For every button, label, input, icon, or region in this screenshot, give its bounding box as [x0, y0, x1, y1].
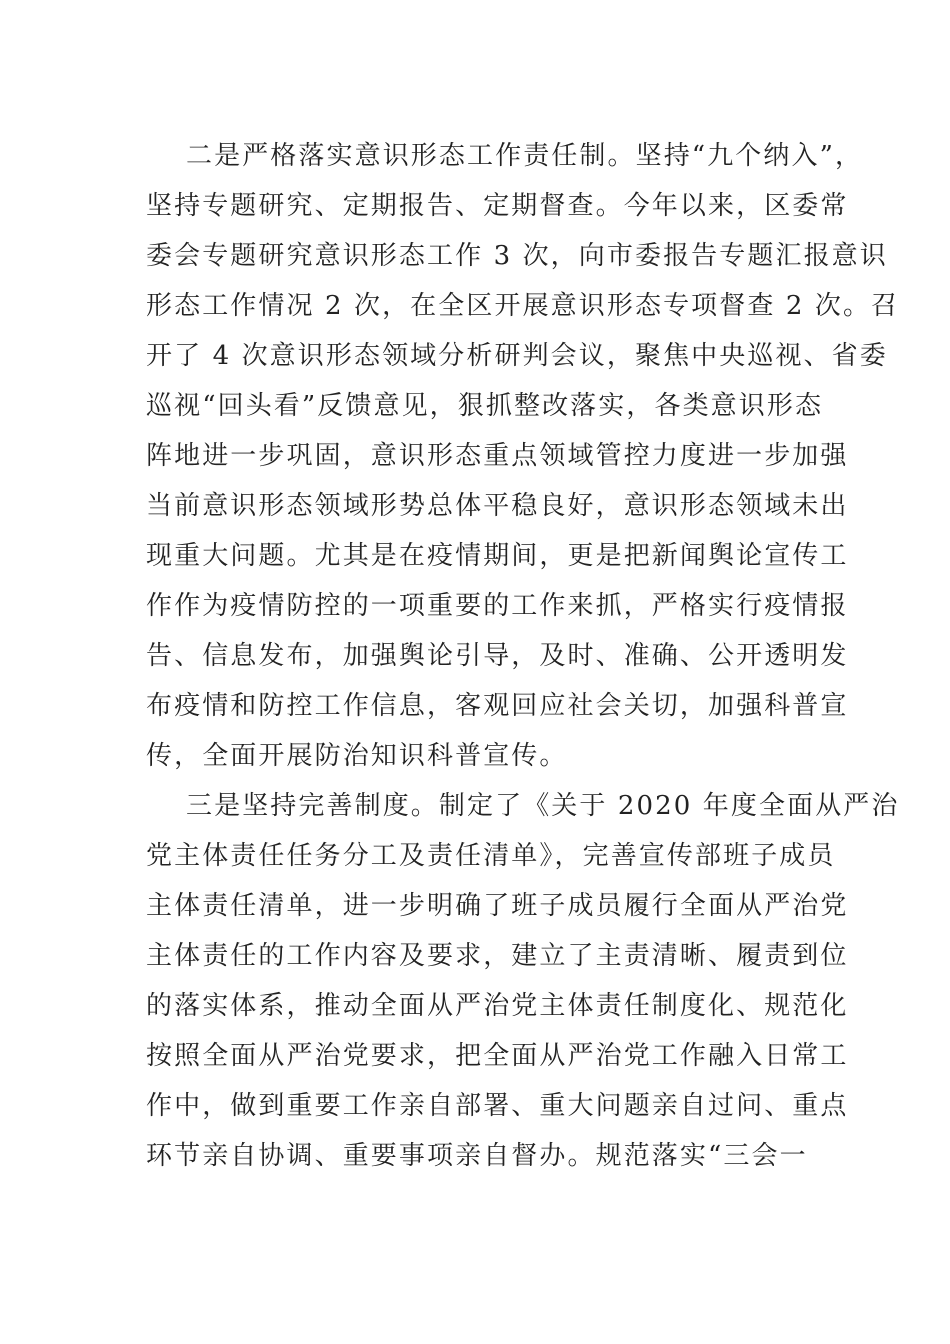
paragraph-line: 现重大问题。尤其是在疫情期间，更是把新闻舆论宣传工: [146, 541, 849, 571]
paragraph-line: 二是严格落实意识形态工作责任制。坚持“九个纳入”，: [186, 141, 864, 171]
paragraph-line: 三是坚持完善制度。制定了《关于 2020 年度全面从严治: [186, 791, 900, 821]
paragraph-line: 主体责任清单，进一步明确了班子成员履行全面从严治党: [146, 891, 849, 921]
paragraph-line: 告、信息发布，加强舆论引导，及时、准确、公开透明发: [146, 641, 849, 671]
paragraph-line: 阵地进一步巩固，意识形态重点领域管控力度进一步加强: [146, 441, 849, 471]
paragraph-line: 作作为疫情防控的一项重要的工作来抓，严格实行疫情报: [146, 591, 849, 621]
paragraph-line: 巡视“回头看”反馈意见，狠抓整改落实，各类意识形态: [146, 391, 824, 421]
paragraph-line: 当前意识形态领域形势总体平稳良好，意识形态领域未出: [146, 491, 849, 521]
document-body: [146, 131, 900, 1181]
paragraph-line: 委会专题研究意识形态工作 3 次，向市委报告专题汇报意识: [146, 241, 888, 271]
paragraph-line: 的落实体系，推动全面从严治党主体责任制度化、规范化: [146, 991, 849, 1021]
paragraph-line: 作中，做到重要工作亲自部署、重大问题亲自过问、重点: [146, 1091, 849, 1121]
paragraph-line: 布疫情和防控工作信息，客观回应社会关切，加强科普宣: [146, 691, 849, 721]
paragraph-responsibility-system: [146, 131, 900, 781]
paragraph-line: 开了 4 次意识形态领域分析研判会议，聚焦中央巡视、省委: [146, 341, 888, 371]
paragraph-improve-system: [146, 781, 900, 1181]
paragraph-line: 党主体责任任务分工及责任清单》，完善宣传部班子成员: [146, 841, 836, 871]
paragraph-line: 按照全面从严治党要求，把全面从严治党工作融入日常工: [146, 1041, 849, 1071]
paragraph-line: 环节亲自协调、重要事项亲自督办。规范落实“三会一: [146, 1141, 808, 1171]
paragraph-line: 主体责任的工作内容及要求，建立了主责清晰、履责到位: [146, 941, 849, 971]
paragraph-line: 传，全面开展防治知识科普宣传。: [146, 741, 568, 771]
paragraph-line: 形态工作情况 2 次，在全区开展意识形态专项督查 2 次。召: [146, 291, 900, 321]
paragraph-line: 坚持专题研究、定期报告、定期督查。今年以来，区委常: [146, 191, 849, 221]
